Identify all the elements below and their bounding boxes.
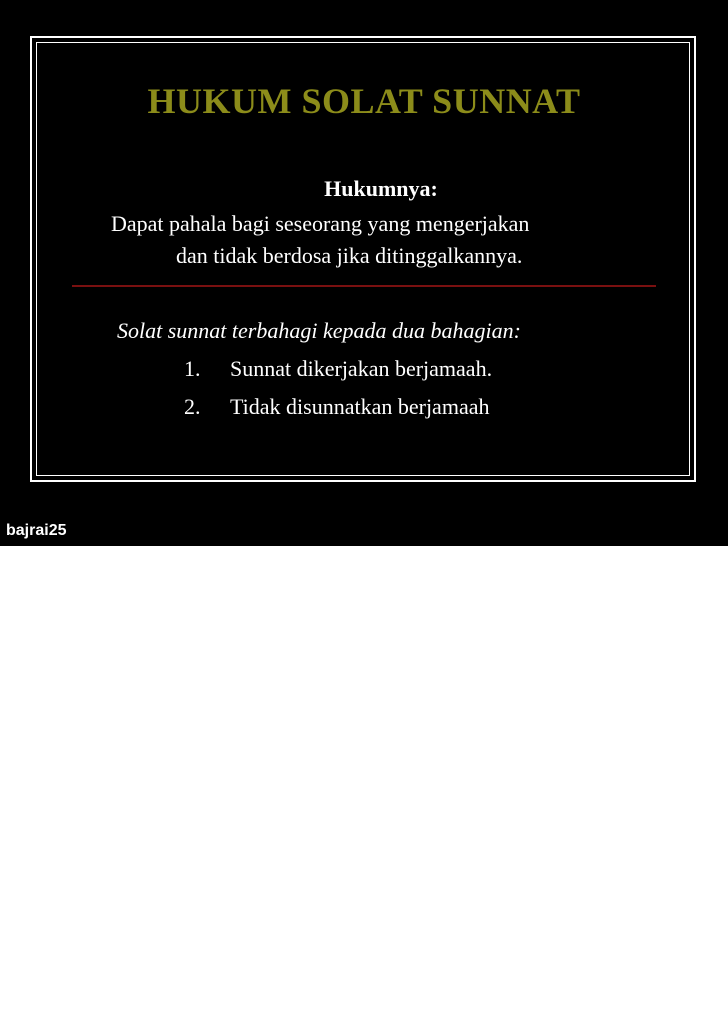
list-item-text: Sunnat dikerjakan berjamaah. [230, 356, 493, 381]
list-item [184, 356, 492, 382]
list-item-number: 2. [184, 394, 201, 419]
subheading: Hukumnya: [324, 176, 438, 201]
definition-line-1: Dapat pahala bagi seseorang yang mengerjakan [111, 211, 530, 236]
definition-line-2: dan tidak berdosa jika ditinggalkannya. [176, 243, 523, 268]
watermark-label: bajrai25 [6, 522, 67, 539]
list-item-text: Tidak disunnatkan berjamaah [230, 394, 490, 419]
slide-title: HUKUM SOLAT SUNNAT [147, 81, 581, 121]
list-item-number: 1. [184, 356, 201, 381]
divider-line [72, 285, 656, 287]
list-intro: Solat sunnat terbahagi kepada dua bahagian: [117, 318, 521, 343]
list-item [184, 394, 489, 420]
